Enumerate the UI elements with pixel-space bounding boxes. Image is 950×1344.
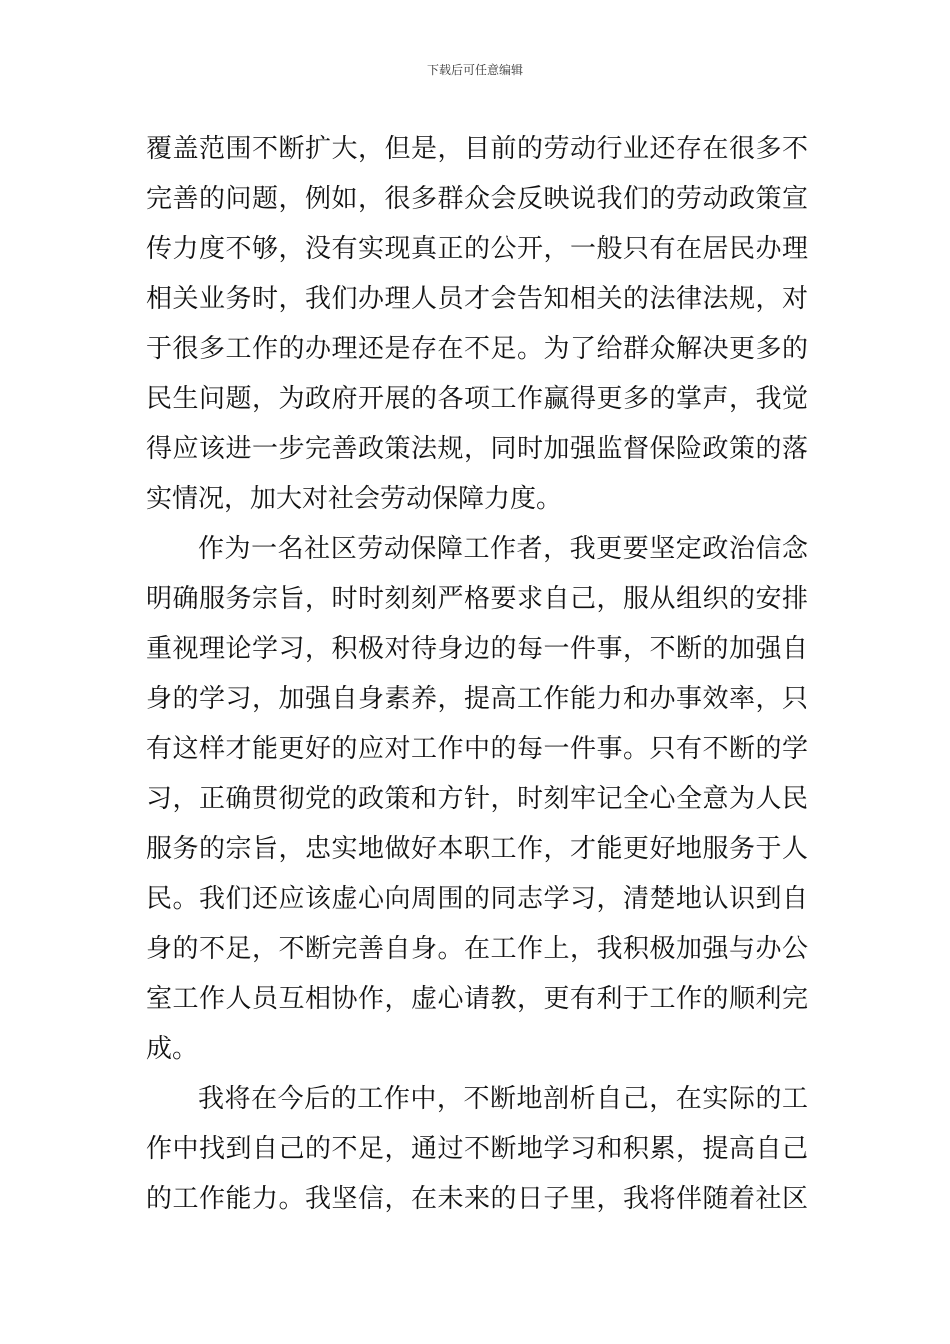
text-line: 完善的问题，例如，很多群众会反映说我们的劳动政策宣 xyxy=(146,184,808,214)
text-line: 身的不足，不断完善自身。在工作上，我积极加强与办公 xyxy=(146,934,808,964)
text-line: 实情况，加大对社会劳动保障力度。 xyxy=(146,484,563,514)
text-line: 明确服务宗旨，时时刻刻严格要求自己，服从组织的安排 xyxy=(146,584,808,614)
text-line: 习，正确贯彻党的政策和方针，时刻牢记全心全意为人民 xyxy=(146,784,808,814)
text-line: 作为一名社区劳动保障工作者，我更要坚定政治信念 xyxy=(198,534,808,564)
text-line: 作中找到自己的不足，通过不断地学习和积累，提高自己 xyxy=(146,1134,808,1164)
text-line: 的工作能力。我坚信，在未来的日子里，我将伴随着社区 xyxy=(146,1184,808,1214)
page-header: 下载后可任意编辑 xyxy=(426,63,523,77)
text-line: 传力度不够，没有实现真正的公开，一般只有在居民办理 xyxy=(146,234,808,264)
text-line: 于很多工作的办理还是存在不足。为了给群众解决更多的 xyxy=(146,334,808,364)
text-line: 民生问题，为政府开展的各项工作赢得更多的掌声，我觉 xyxy=(146,384,808,414)
text-line: 有这样才能更好的应对工作中的每一件事。只有不断的学 xyxy=(146,734,808,764)
text-line: 重视理论学习，积极对待身边的每一件事，不断的加强自 xyxy=(146,634,808,664)
text-line: 服务的宗旨，忠实地做好本职工作，才能更好地服务于人 xyxy=(146,834,808,864)
text-line: 室工作人员互相协作，虚心请教，更有利于工作的顺利完 xyxy=(146,984,808,1014)
text-line: 民。我们还应该虚心向周围的同志学习，清楚地认识到自 xyxy=(146,884,808,914)
text-line: 相关业务时，我们办理人员才会告知相关的法律法规，对 xyxy=(146,284,808,314)
text-line: 我将在今后的工作中，不断地剖析自己，在实际的工 xyxy=(198,1084,808,1114)
text-line: 成。 xyxy=(146,1034,199,1064)
text-line: 得应该进一步完善政策法规，同时加强监督保险政策的落 xyxy=(146,434,808,464)
text-line: 身的学习，加强自身素养，提高工作能力和办事效率，只 xyxy=(146,684,808,714)
text-line: 覆盖范围不断扩大，但是，目前的劳动行业还存在很多不 xyxy=(146,134,808,164)
